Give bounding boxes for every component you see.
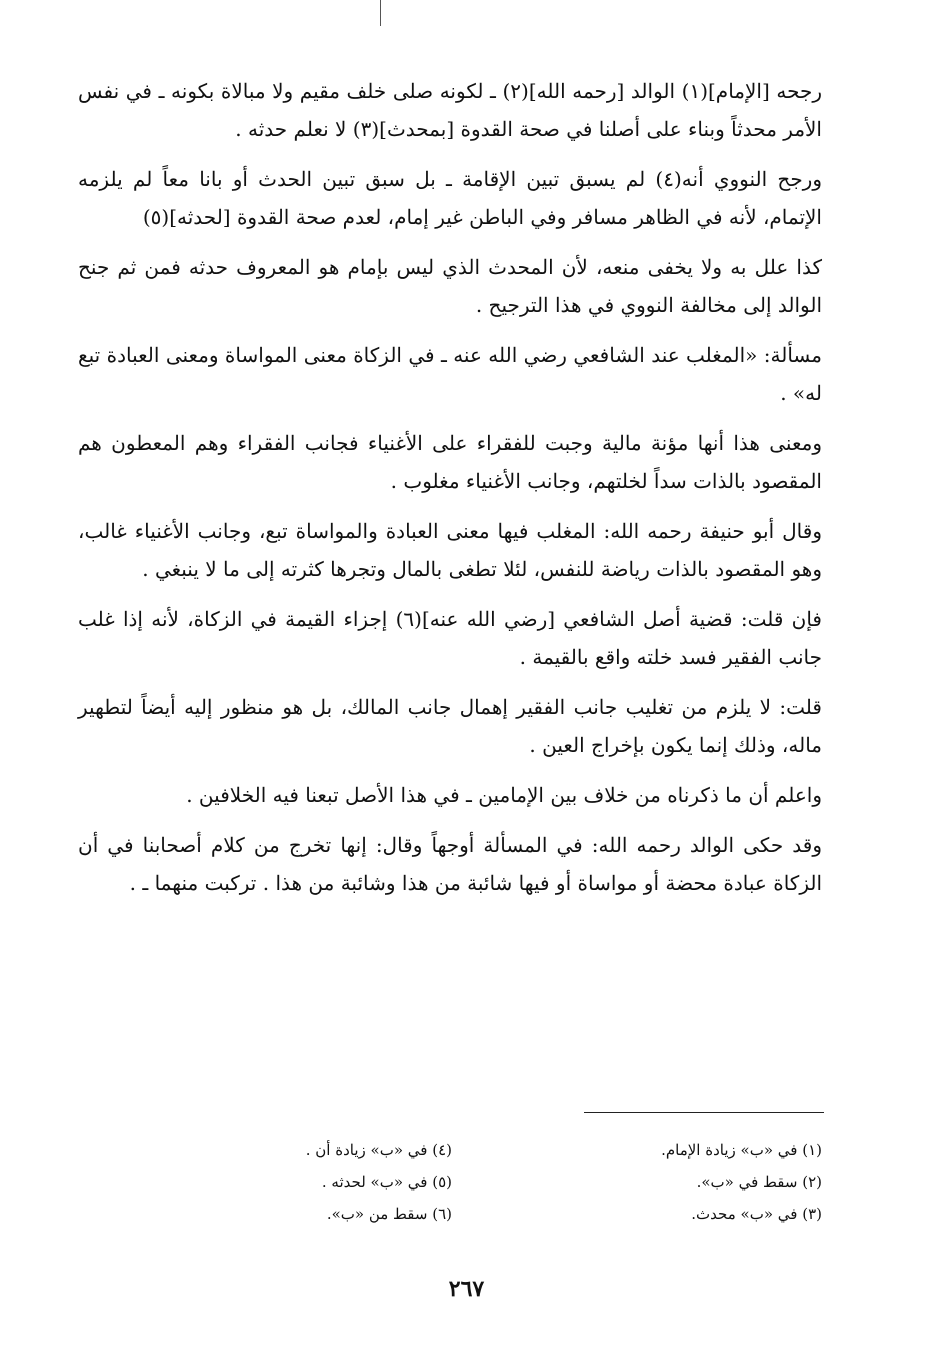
- paragraph-text: قلت: لا يلزم من تغليب جانب الفقير إهمال جانب المالك، بل هو منظور إليه أيضاً لتطهير ماله، وذلك إنما يكون بإخراج العين .: [78, 695, 822, 757]
- footnotes-column-right: [452, 1134, 822, 1230]
- paragraph: [78, 248, 822, 324]
- paragraph: [78, 776, 822, 814]
- footnote: (٣) في «ب» محدث.: [691, 1205, 822, 1223]
- footnotes-column-left: [82, 1134, 452, 1230]
- paragraph-text: وقد حكى الوالد رحمه الله: في المسألة أوجهاً وقال: إنها تخرج من كلام أصحابنا في أن الزكاة عبادة محضة أو مواساة أو فيها شائبة من هذا وشائبة من هذا . تركبت منهما ـ .: [78, 833, 822, 895]
- paragraph-text: فإن قلت: قضية أصل الشافعي [رضي الله عنه](٦) إجزاء القيمة في الزكاة، لأنه إذا غلب جانب الفقير فسد خلته واقع بالقيمة .: [78, 607, 822, 669]
- footnote: (٢) سقط في «ب».: [696, 1173, 822, 1191]
- paragraph-text: ومعنى هذا أنها مؤنة مالية وجبت للفقراء على الأغنياء فجانب الفقراء وهم المعطون هم المقصود بالذات سداً لخلتهم، وجانب الأغنياء مغلوب .: [78, 431, 822, 493]
- top-margin-mark: [380, 0, 381, 26]
- paragraph-text: مسألة: «المغلب عند الشافعي رضي الله عنه ـ في الزكاة معنى المواساة ومعنى العبادة تبع له» .: [78, 343, 822, 405]
- paragraph: [78, 600, 822, 676]
- paragraph: [78, 72, 822, 148]
- footnote: (٦) سقط من «ب».: [326, 1205, 452, 1223]
- paragraph: [78, 826, 822, 902]
- paragraph-text: ورجح النووي أنه(٤) لم يسبق تبين الإقامة ـ بل سبق تبين الحدث أو بانا معاً لم يلزمه الإتمام، لأنه في الظاهر مسافر وفي الباطن غير إمام، لعدم صحة القدوة [لحدثه](٥): [78, 167, 822, 229]
- paragraph: [78, 424, 822, 500]
- paragraph: [78, 512, 822, 588]
- paragraph-text: واعلم أن ما ذكرناه من خلاف بين الإمامين ـ في هذا الأصل تبعنا فيه الخلافين .: [186, 783, 822, 807]
- footnote-separator: [584, 1112, 824, 1113]
- paragraph: [78, 336, 822, 412]
- footnote: (١) في «ب» زيادة الإمام.: [661, 1141, 822, 1159]
- paragraph-text: وقال أبو حنيفة رحمه الله: المغلب فيها معنى العبادة والمواساة تبع، وجانب الأغنياء غالب، وهو المقصود بالذات رياضة للنفس، لئلا تطغى بالمال وتجرها كثرته إلى ما لا ينبغي .: [78, 519, 822, 581]
- footnote: (٥) في «ب» لحدثه .: [321, 1173, 452, 1191]
- paragraph: [78, 688, 822, 764]
- page-number: ٢٦٧: [448, 1276, 485, 1302]
- page-body: [78, 72, 822, 914]
- footnotes: [78, 1134, 822, 1230]
- footnote: (٤) في «ب» زيادة أن .: [305, 1141, 452, 1159]
- paragraph-text: كذا علل به ولا يخفى منعه، لأن المحدث الذي ليس بإمام هو المعروف حدثه فمن ثم جنح الوالد إلى مخالفة النووي في هذا الترجيح .: [78, 255, 822, 317]
- paragraph: [78, 160, 822, 236]
- paragraph-text: رجحه [الإمام](١) الوالد [رحمه الله](٢) ـ لكونه صلى خلف مقيم ولا مبالاة بكونه ـ في نفس الأمر محدثاً وبناء على أصلنا في صحة القدوة [بمحدث](٣) لا نعلم حدثه .: [78, 79, 823, 141]
